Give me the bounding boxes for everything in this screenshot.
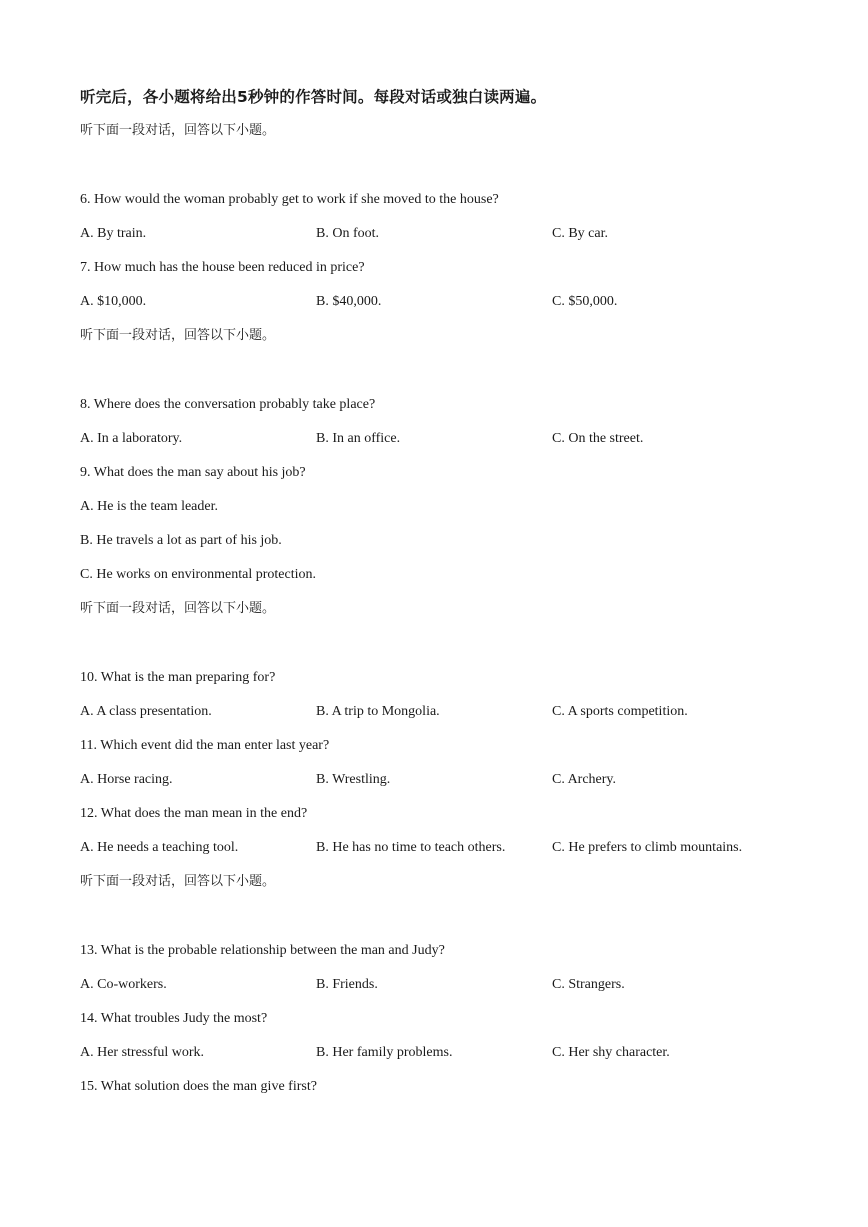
question-7-option-b: B. $40,000. [316, 294, 382, 309]
question-14-stem: 14. What troubles Judy the most? [80, 1011, 268, 1026]
question-14-option-c: C. Her shy character. [552, 1045, 670, 1060]
question-15-stem: 15. What solution does the man give first? [80, 1079, 317, 1094]
question-6-stem: 6. How would the woman probably get to work if she moved to the house? [80, 192, 499, 207]
question-8-stem: 8. Where does the conversation probably take place? [80, 397, 376, 412]
question-8-option-a: A. In a laboratory. [80, 431, 183, 446]
question-9-stem: 9. What does the man say about his job? [80, 465, 306, 480]
question-7-stem: 7. How much has the house been reduced in price? [80, 260, 365, 275]
question-6-option-a: A. By train. [80, 226, 147, 241]
dialogue-instruction: 听下面一段对话，回答以下小题。 [80, 328, 276, 343]
question-11-stem: 11. Which event did the man enter last year? [80, 738, 330, 753]
question-9-option-c: C. He works on environmental protection. [80, 567, 317, 582]
question-10-option-c: C. A sports competition. [552, 704, 688, 719]
question-8-option-b: B. In an office. [316, 431, 401, 446]
question-11-option-b: B. Wrestling. [316, 772, 391, 787]
question-13-option-a: A. Co-workers. [80, 977, 167, 992]
question-10-option-b: B. A trip to Mongolia. [316, 704, 440, 719]
question-14-option-b: B. Her family problems. [316, 1045, 453, 1060]
question-9-option-a: A. He is the team leader. [80, 499, 219, 514]
dialogue-instruction: 听下面一段对话，回答以下小题。 [80, 601, 276, 616]
question-10-stem: 10. What is the man preparing for? [80, 670, 276, 685]
dialogue-instruction: 听下面一段对话，回答以下小题。 [80, 874, 276, 889]
dialogue-instruction: 听下面一段对话，回答以下小题。 [80, 123, 276, 138]
question-8-option-c: C. On the street. [552, 431, 644, 446]
question-9-option-b: B. He travels a lot as part of his job. [80, 533, 282, 548]
question-7-option-c: C. $50,000. [552, 294, 618, 309]
question-12-option-b: B. He has no time to teach others. [316, 840, 506, 855]
question-13-option-b: B. Friends. [316, 977, 378, 992]
question-6-option-c: C. By car. [552, 226, 608, 241]
question-10-option-a: A. A class presentation. [80, 704, 212, 719]
question-12-option-a: A. He needs a teaching tool. [80, 840, 239, 855]
question-12-stem: 12. What does the man mean in the end? [80, 806, 308, 821]
question-11-option-a: A. Horse racing. [80, 772, 173, 787]
question-7-option-a: A. $10,000. [80, 294, 147, 309]
question-13-option-c: C. Strangers. [552, 977, 625, 992]
question-6-option-b: B. On foot. [316, 226, 379, 241]
question-12-option-c: C. He prefers to climb mountains. [552, 840, 743, 855]
section-header: 听完后，各小题将给出5秒钟的作答时间。每段对话或独白读两遍。 [80, 88, 547, 106]
question-13-stem: 13. What is the probable relationship between the man and Judy? [80, 943, 445, 958]
question-14-option-a: A. Her stressful work. [80, 1045, 205, 1060]
question-11-option-c: C. Archery. [552, 772, 617, 787]
